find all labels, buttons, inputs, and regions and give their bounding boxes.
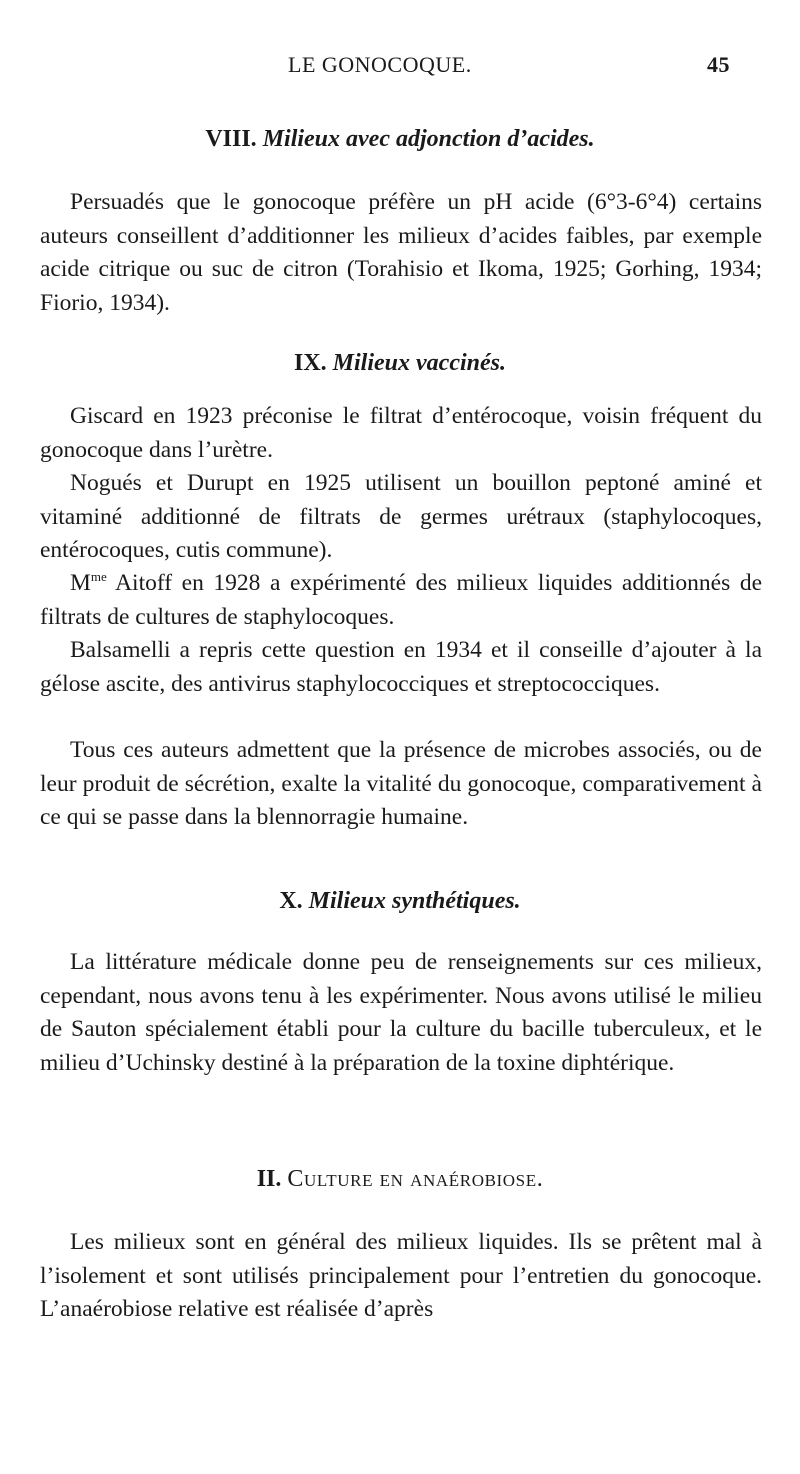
section-heading-viii xyxy=(0,124,800,154)
paragraph: Persuadés que le gonocoque préfère un pH acide (6°3-6°4) certains auteurs conseillent d’additionner les milieux d’acides faibles, par exemple acide citrique ou suc de citron (Torahisio et Ikoma, 1925; Gorhing, 1934; Fiorio, 1934). xyxy=(40,189,762,316)
paragraph-text: Aitoff en 1928 a expérimenté des milieux liquides additionnés de filtrats de cultures de staphylocoques. xyxy=(40,570,762,630)
section-heading-ii xyxy=(0,1164,800,1194)
page-number: 45 xyxy=(707,52,730,77)
paragraph: Les milieux sont en général des milieux liquides. Ils se prêtent mal à l’isolement et sont utilisés principalement pour l’entretien du gonocoque. L’anaérobiose relative est réalisée d’après xyxy=(40,1229,762,1322)
paragraph: La littérature médicale donne peu de renseignements sur ces milieux, cependant, nous avons tenu à les expérimenter. Nous avons utilisé le milieu de Sauton spécialement établi pour la culture du bacille tuberculeux, et le milieu d’Uchinsky destiné à la préparation de la toxine diphtérique. xyxy=(40,949,762,1076)
paragraph: Balsamelli a repris cette question en 1934 et il conseille d’ajouter à la gélose ascite, des antivirus staphylococciques et streptococciques. xyxy=(40,637,762,697)
paragraph: Giscard en 1923 préconise le filtrat d’entérocoque, voisin fréquent du gonocoque dans l’urètre. xyxy=(40,403,762,463)
section-number: IX. xyxy=(294,350,327,376)
paragraph xyxy=(40,567,762,634)
running-head xyxy=(0,52,800,82)
paragraph: Nogués et Durupt en 1925 utilisent un bouillon peptoné aminé et vitaminé additionné de filtrats de germes urétraux (staphylocoques, entérocoques, cutis commune). xyxy=(40,470,762,563)
section-title: Milieux vaccinés. xyxy=(332,350,506,376)
section-title: Culture en anaérobiose. xyxy=(287,1166,544,1192)
honorific: M xyxy=(70,570,91,596)
section-number: II. xyxy=(256,1166,282,1192)
section-title: Milieux synthétiques. xyxy=(308,888,521,914)
section-heading-x xyxy=(0,886,800,916)
running-title: LE GONOCOQUE. xyxy=(288,52,472,77)
section-number: VIII. xyxy=(205,126,257,152)
section-heading-ix xyxy=(0,348,800,378)
section-number: X. xyxy=(279,888,303,914)
paragraph: Tous ces auteurs admettent que la présence de microbes associés, ou de leur produit de sécrétion, exalte la vitalité du gonocoque, comparativement à ce qui se passe dans la blennorragie humaine. xyxy=(40,737,762,830)
honorific-superscript: me xyxy=(90,569,107,584)
section-title: Milieux avec adjonction d’acides. xyxy=(262,126,595,152)
